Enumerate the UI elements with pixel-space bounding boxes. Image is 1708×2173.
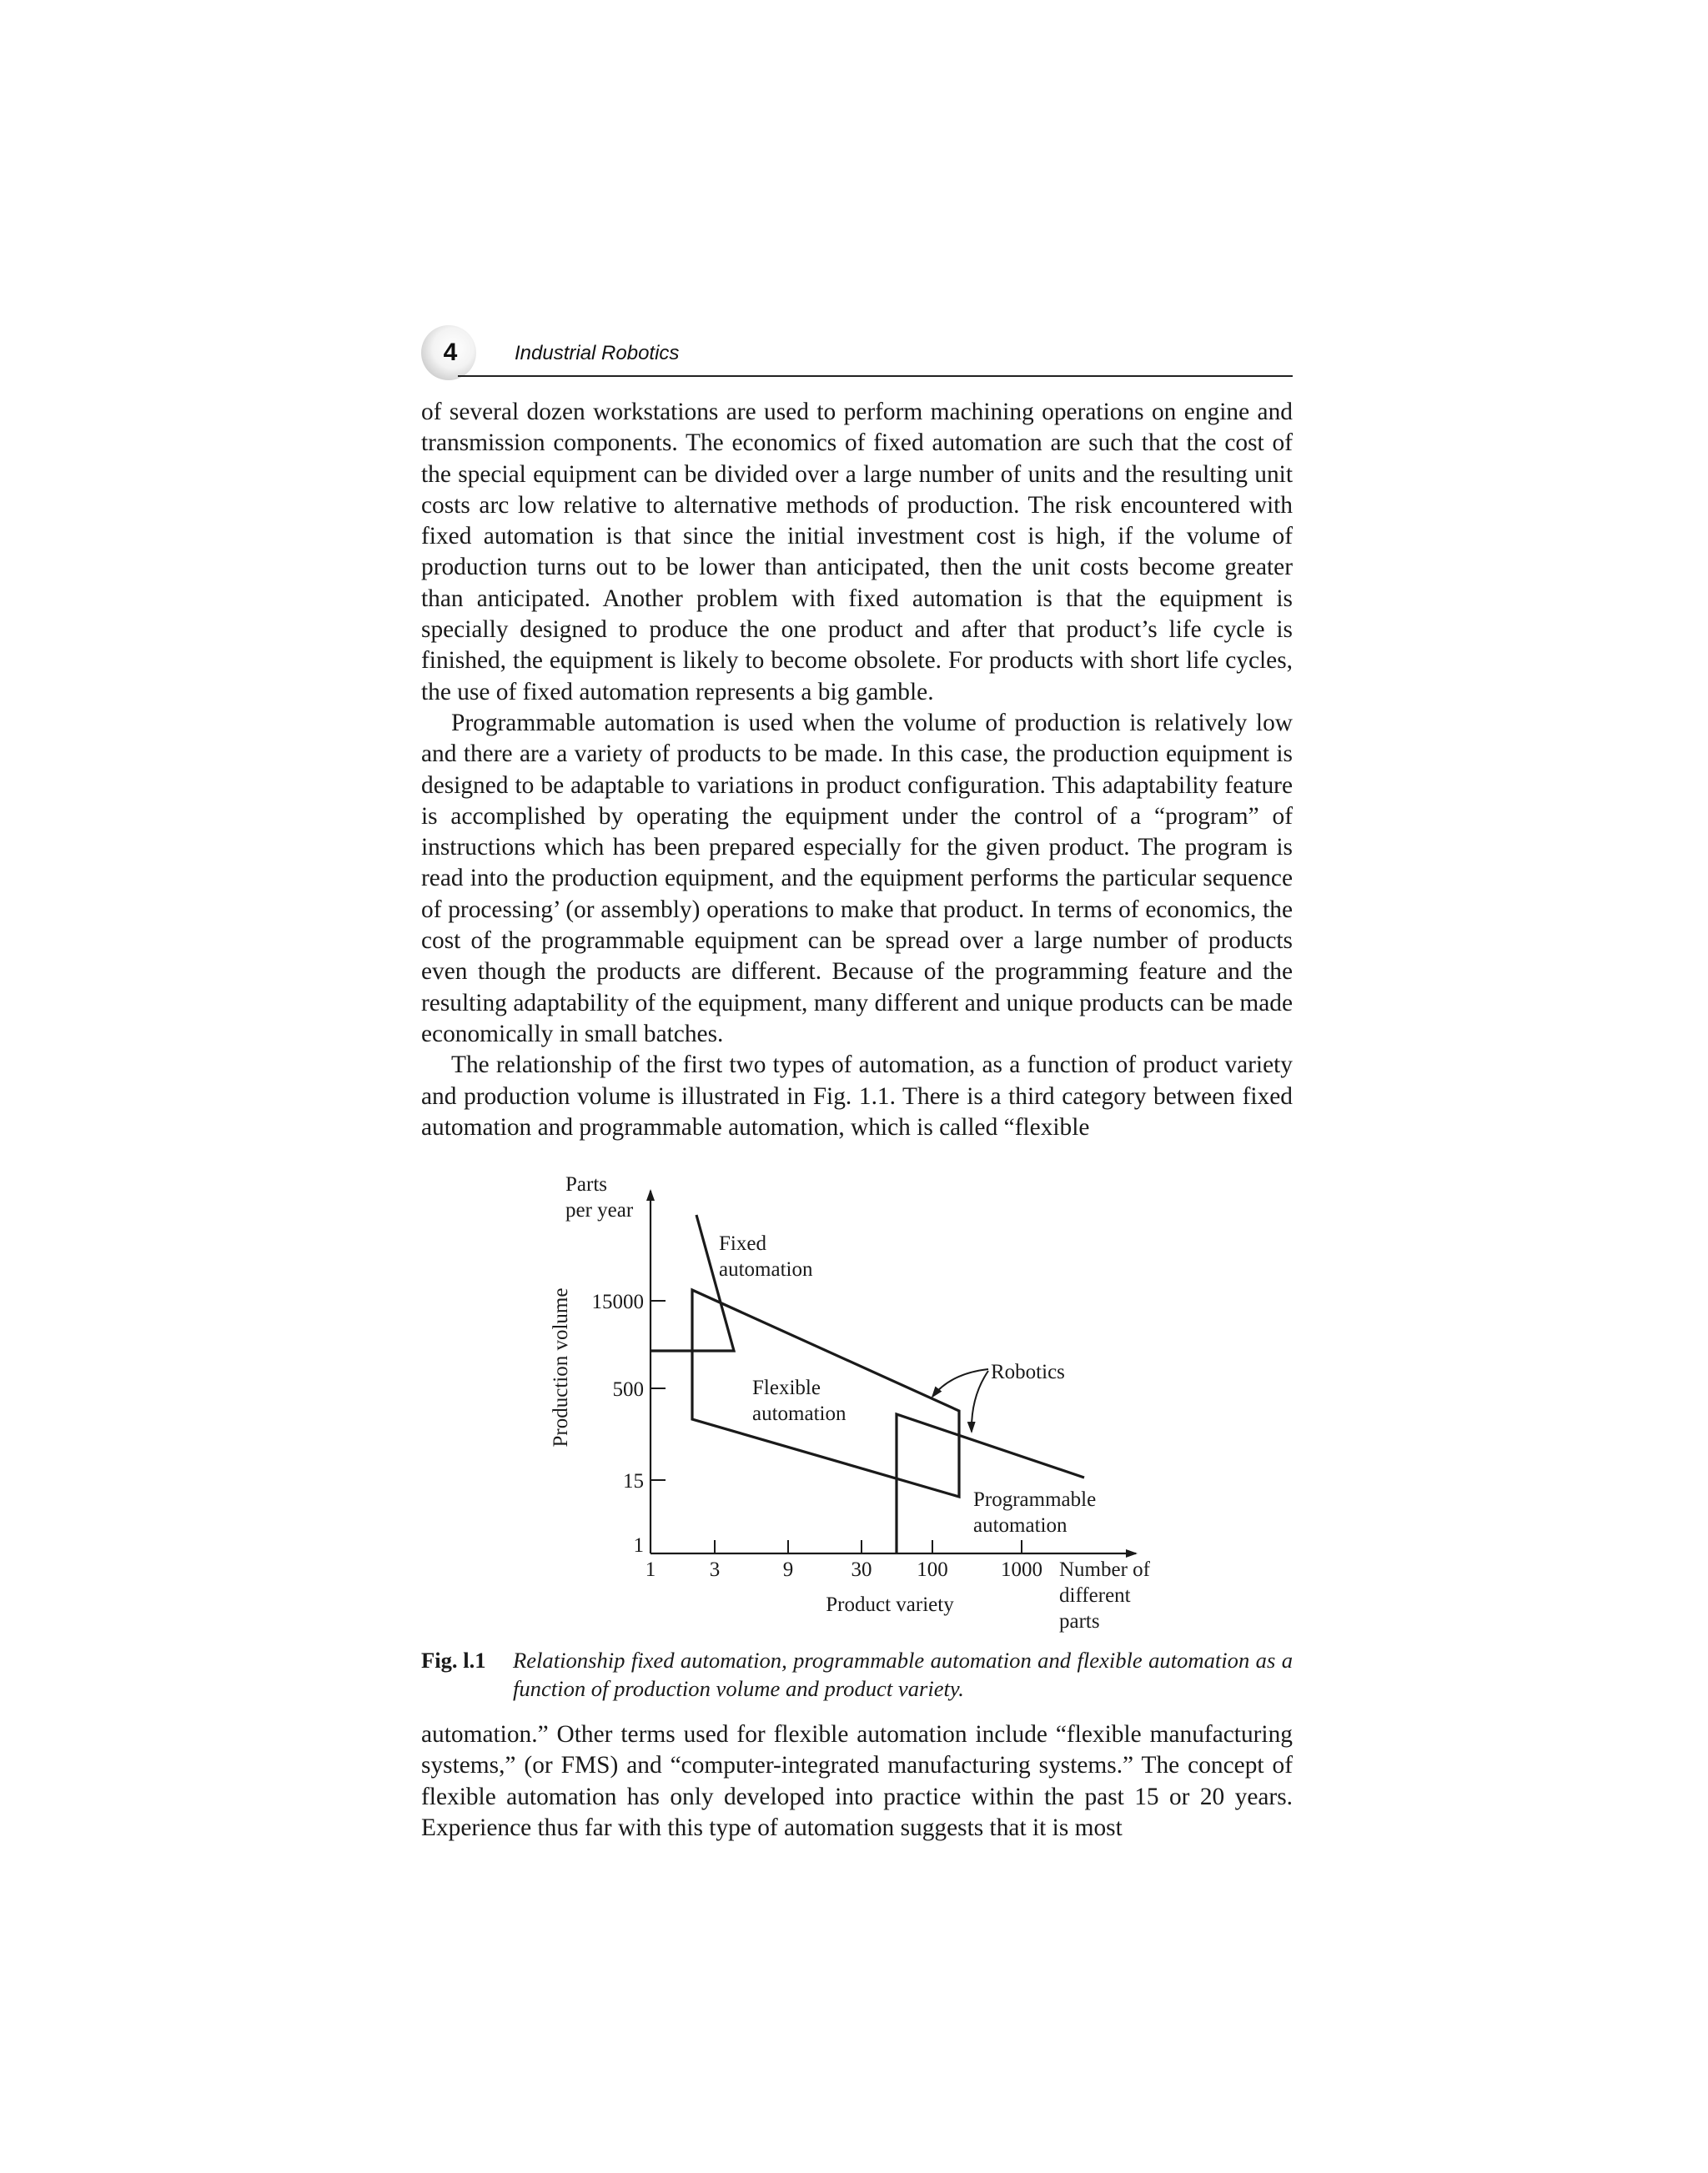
y-axis-title-line: per year	[565, 1199, 634, 1222]
x-tick-label: 9	[782, 1558, 794, 1581]
flexible-automation-label: Flexible automation	[752, 1377, 846, 1425]
fixed-automation-label: Fixed automation	[719, 1232, 813, 1281]
y-tick-label: 1	[633, 1534, 644, 1557]
running-head: Industrial Robotics	[515, 342, 680, 364]
x-axis-title-line: Number of	[1059, 1558, 1150, 1581]
caption-text: Relationship fixed automation, programmable automation and flexible automation as a function of production volume and product variety.	[513, 1648, 1293, 1701]
y-tick-label: 15000	[591, 1291, 644, 1313]
paragraph: Programmable automation is used when the volume of production is relatively low and there are a variety of products to be made. In this case, the production equipment is designed to be adaptable to variations in product configuration. This adaptability feature is accomplished by operating the equipment under the control of a “program” of instructions which has been prepared especially for the given product. The program is read into the production equipment, and the equipment performs the particular sequence of processing’ (or assembly) operations to make that product. In terms of economics, the cost of the programmable equipment can be spread over a large number of products even though the products are different. Because of the programming feature and the resulting adaptability of the equipment, many different and unique products can be made economically in small batches.	[421, 709, 1293, 1047]
figure-1-1	[534, 1163, 1184, 1639]
x-axis-title-line: parts	[1059, 1610, 1100, 1633]
robotics-label: Robotics	[991, 1361, 1065, 1383]
x-tick-label: 100	[917, 1558, 948, 1581]
programmable-automation-label: Programmable automation	[973, 1488, 1097, 1537]
paragraph: of several dozen workstations are used to perform machining operations on engine and transmission components. The economics of fixed automation are such that the cost of the special equipment can be divided over a large number of units and the resulting unit costs arc low relative to alternative methods of production. The risk encountered with fixed automation is that since the initial investment cost is high, if the volume of production turns out to be lower than anticipated, then the unit costs become greater than anticipated. Another problem with fixed automation is that the equipment is specially designed to produce the one product and after that product’s life cycle is finished, the equipment is likely to become obsolete. For products with short life cycles, the use of fixed automation represents a big gamble.	[421, 399, 1293, 705]
robotics-arrow	[972, 1371, 988, 1432]
robotics-arrow	[932, 1369, 988, 1397]
page-header	[421, 325, 1293, 379]
x-axis-title-line: different	[1059, 1584, 1131, 1607]
x-axis-label: Product variety	[826, 1593, 954, 1616]
y-tick-label: 500	[612, 1378, 644, 1401]
paragraph: automation.” Other terms used for flexible automation include “flexible manufacturing systems,” (or FMS) and “computer-integrated manufacturing systems.” The concept of flexible automation has only developed into practice within the past 15 or 20 years. Experience thus far with this type of automation suggests that it is most	[421, 1721, 1293, 1841]
y-tick-label: 15	[623, 1470, 644, 1493]
header-rule	[458, 375, 1293, 377]
x-tick-label: 30	[851, 1558, 872, 1581]
caption-label: Fig. l.1	[421, 1648, 486, 1673]
x-tick-label: 3	[709, 1558, 721, 1581]
y-axis-title-line: Parts	[565, 1173, 607, 1196]
body-text-top	[421, 397, 1293, 1143]
x-tick-label: 1000	[1001, 1558, 1042, 1581]
y-axis-label: Production volume	[550, 1287, 572, 1448]
body-text-bottom	[421, 1719, 1293, 1844]
paragraph: The relationship of the first two types of automation, as a function of product variety and production volume is illustrated in Fig. 1.1. There is a third category between fixed automation and programmable automation, which is called “flexible	[421, 1051, 1293, 1141]
x-tick-label: 1	[645, 1558, 656, 1581]
page-number: 4	[443, 339, 458, 366]
